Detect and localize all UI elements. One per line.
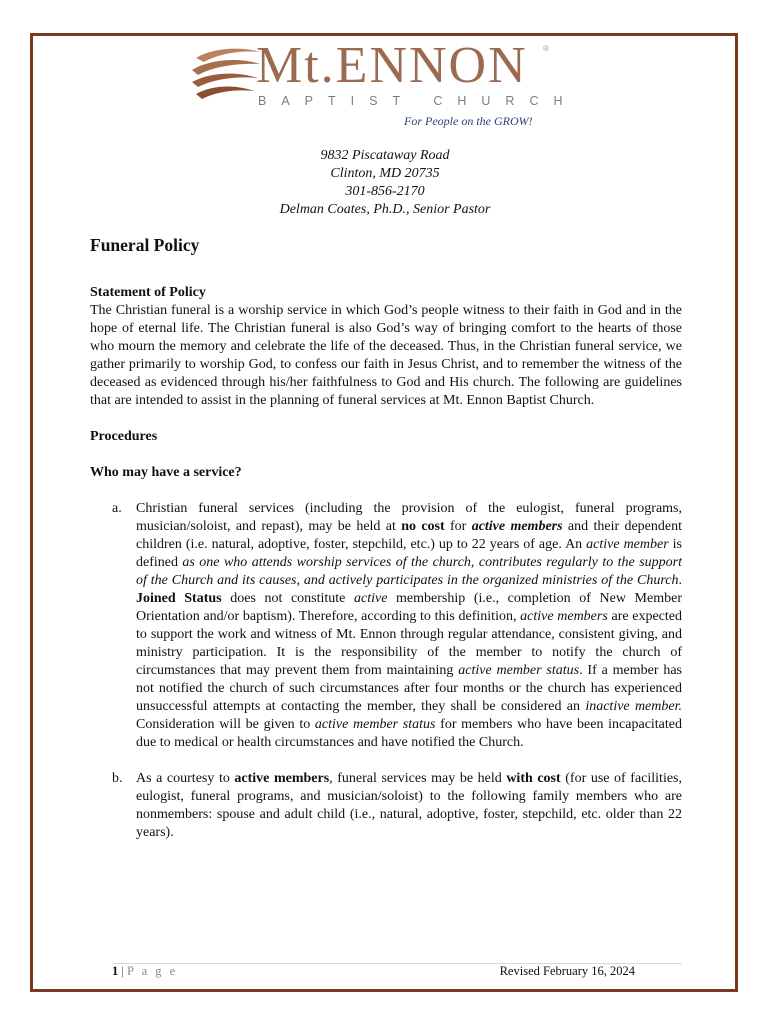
item-text: is defined bbox=[136, 537, 682, 570]
page-footer bbox=[112, 963, 682, 982]
list-marker: b. bbox=[112, 771, 123, 786]
address-street: 9832 Piscataway Road bbox=[320, 148, 450, 163]
item-bold: no cost bbox=[401, 519, 445, 534]
item-bold: active members bbox=[234, 771, 330, 786]
item-text: are expected to support the work and witness of Mt. Ennon through regular attendance, consistent giving, and ministry participation. It is the responsibility of the member to notify the church of circumstances that may prevent them from maintaining bbox=[136, 609, 682, 678]
logo-subtitle: BAPTIST CHURCH bbox=[258, 94, 578, 108]
item-text: . If a member has not notified the church of such circumstances after four months or the church has experienced unsuccessful attempts at contacting the member, they shall be considered an bbox=[136, 663, 682, 714]
item-bold: with cost bbox=[506, 771, 561, 786]
item-bold: Joined Status bbox=[136, 591, 222, 606]
list-marker: a. bbox=[112, 501, 122, 516]
page-number: 1 bbox=[112, 964, 119, 978]
registered-mark: ® bbox=[543, 44, 549, 53]
item-text: , funeral services may be held bbox=[329, 771, 507, 786]
address-phone: 301-856-2170 bbox=[345, 184, 425, 199]
church-logo bbox=[190, 37, 578, 130]
document-body bbox=[90, 236, 682, 860]
item-italic: active member bbox=[586, 537, 669, 552]
statement-paragraph: The Christian funeral is a worship service in which God’s people witness to their faith in God and in the hope of eternal life. The Christian funeral is also God’s way of bringing comfort to the hearts of those who mourn the memory and celebrate the life of the deceased. Thus, in the Christian funeral service, we gather primarily to worship God, to confess our faith in Jesus Christ, and to remember the witness of the deceased as evidenced through his/her faithfulness to God and His church. The following are guidelines that are intended to assist in the planning of funeral services at Mt. Ennon Baptist Church. bbox=[90, 303, 682, 408]
item-italic: active members bbox=[520, 609, 608, 624]
logo-tagline: For People on the GROW! bbox=[404, 114, 533, 128]
page-indicator bbox=[112, 964, 178, 979]
item-italic: active member status bbox=[458, 663, 580, 678]
item-text: . bbox=[678, 573, 682, 588]
logo-title: Mt.ENNON bbox=[256, 37, 528, 94]
document-title: Funeral Policy bbox=[90, 235, 200, 255]
statement-heading: Statement of Policy bbox=[90, 285, 206, 300]
item-italic: as one who attends worship services of the church, contributes regularly to the support of the Church and its causes, and actively participates in the organized ministries of the Church bbox=[136, 555, 682, 588]
revised-date: Revised February 16, 2024 bbox=[499, 964, 635, 978]
page-word: P a g e bbox=[127, 964, 178, 978]
procedures-list bbox=[90, 500, 682, 842]
list-item bbox=[90, 500, 682, 752]
list-item bbox=[90, 770, 682, 842]
item-text: Christian funeral services (including the provision of the eulogist, funeral programs, musician/soloist, and repast), may be held at bbox=[136, 501, 682, 534]
item-text: for bbox=[444, 519, 472, 534]
swoosh-logo-icon bbox=[190, 44, 262, 106]
item-text: does not constitute bbox=[221, 591, 354, 606]
item-bold-italic: active members bbox=[471, 519, 563, 534]
address-city: Clinton, MD 20735 bbox=[330, 166, 440, 181]
item-text: and their dependent children (i.e. natural, adoptive, foster, stepchild, etc.) up to 22 years of age. An bbox=[136, 519, 682, 552]
item-text: Consideration will be given to bbox=[136, 717, 315, 732]
procedures-heading: Procedures bbox=[90, 429, 158, 444]
page-separator: | bbox=[121, 964, 124, 978]
item-italic: inactive member. bbox=[585, 699, 682, 714]
item-text: for members who have been incapacitated due to medical or health circumstances and have notified the Church. bbox=[136, 717, 683, 750]
item-text: membership (i.e., completion of New Member Orientation and/or baptism). Therefore, according to this definition, bbox=[136, 591, 682, 624]
item-text: (for use of facilities, eulogist, funeral programs, and musician/soloist) to the following family members who are nonmembers: spouse and adult child (i.e., natural, adoptive, foster, stepchild, etc. older than 22 years). bbox=[136, 771, 682, 840]
item-text: As a courtesy to bbox=[136, 771, 235, 786]
church-address bbox=[0, 147, 770, 219]
item-italic: active member status bbox=[314, 717, 436, 732]
item-italic: active bbox=[354, 591, 388, 606]
who-heading: Who may have a service? bbox=[90, 465, 242, 480]
address-pastor: Delman Coates, Ph.D., Senior Pastor bbox=[279, 202, 491, 217]
